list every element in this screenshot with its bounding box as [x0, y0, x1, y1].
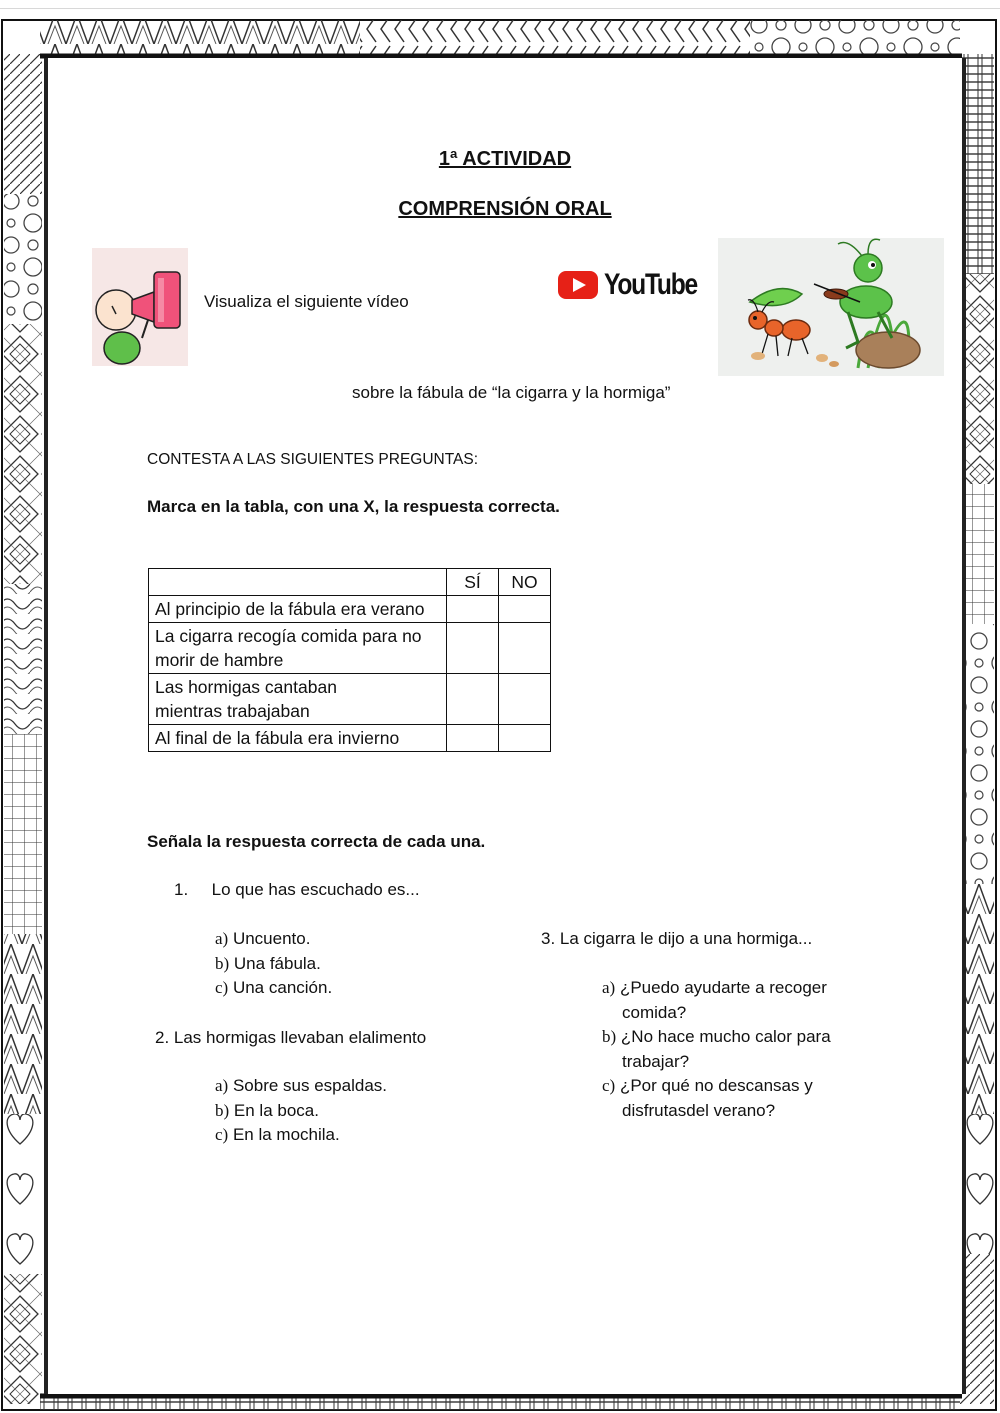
option-item[interactable]: c) ¿Por qué no descansas y disfrutasdel verano?: [602, 1076, 813, 1120]
table-prompt: Marca en la tabla, con una X, la respuesta correcta.: [147, 497, 560, 516]
option-item[interactable]: a) ¿Puedo ayudarte a recoger comida?: [602, 978, 827, 1022]
question-1: [174, 878, 420, 903]
option-item[interactable]: b) ¿No hace mucho calor para trabajar?: [602, 1027, 831, 1071]
question-2-text: 2. Las hormigas llevaban elalimento: [155, 1028, 427, 1047]
yes-answer-box[interactable]: [447, 596, 499, 623]
table-statement: Al final de la fábula era invierno: [149, 725, 447, 752]
table-header-yes: SÍ: [447, 569, 499, 596]
choice-prompt: Señala la respuesta correcta de cada una.: [147, 832, 486, 851]
no-answer-box[interactable]: [499, 674, 551, 725]
table-statement: Al principio de la fábula era verano: [149, 596, 447, 623]
option-item[interactable]: b) En la boca.: [215, 1100, 319, 1120]
grasshopper-ant-illustration: [718, 238, 944, 376]
question-1-text: Lo que has escuchado es...: [211, 880, 420, 899]
youtube-logo[interactable]: [558, 268, 717, 302]
question-3-text: 3. La cigarra le dijo a una hormiga...: [541, 929, 813, 948]
option-item[interactable]: c) Una canción.: [215, 978, 333, 997]
yes-answer-box[interactable]: [447, 725, 499, 752]
youtube-label: YouTube: [604, 268, 697, 301]
watch-text: Visualiza el siguiente vídeo: [204, 292, 409, 311]
top-rule: [0, 8, 1000, 9]
yes-answer-box[interactable]: [447, 674, 499, 725]
worksheet-page: [44, 58, 966, 1394]
table-row: [149, 674, 551, 725]
option-item[interactable]: b) Una fábula.: [215, 953, 321, 973]
table-statement: La cigarra recogía comida para no morir de hambre: [149, 623, 447, 674]
table-header-no: NO: [499, 569, 551, 596]
question-3-options: [602, 976, 831, 1123]
table-row: [149, 623, 551, 674]
section-title: COMPRENSIÓN ORAL: [398, 198, 612, 220]
megaphone-illustration: [92, 248, 188, 366]
topic-text: sobre la fábula de “la cigarra y la hormiga”: [352, 383, 671, 402]
no-answer-box[interactable]: [499, 623, 551, 674]
option-item[interactable]: a) Uncuento.: [215, 929, 311, 948]
yes-answer-box[interactable]: [447, 623, 499, 674]
youtube-play-icon: [558, 270, 598, 300]
table-header-row: [149, 569, 551, 596]
option-item[interactable]: a) Sobre sus espaldas.: [215, 1076, 387, 1095]
table-statement: Las hormigas cantaban mientras trabajaban: [149, 674, 447, 725]
answer-prompt: CONTESTA A LAS SIGUIENTES PREGUNTAS:: [147, 451, 479, 468]
table-header-statement: [149, 569, 447, 596]
question-1-number: 1.: [174, 880, 189, 899]
question-1-options: [215, 927, 332, 1001]
no-answer-box[interactable]: [499, 596, 551, 623]
no-answer-box[interactable]: [499, 725, 551, 752]
option-item[interactable]: c) En la mochila.: [215, 1125, 340, 1144]
activity-title: 1ª ACTIVIDAD: [438, 148, 572, 170]
table-row: [149, 596, 551, 623]
answer-table: [148, 568, 551, 752]
table-row: [149, 725, 551, 752]
question-2-options: [215, 1074, 387, 1148]
